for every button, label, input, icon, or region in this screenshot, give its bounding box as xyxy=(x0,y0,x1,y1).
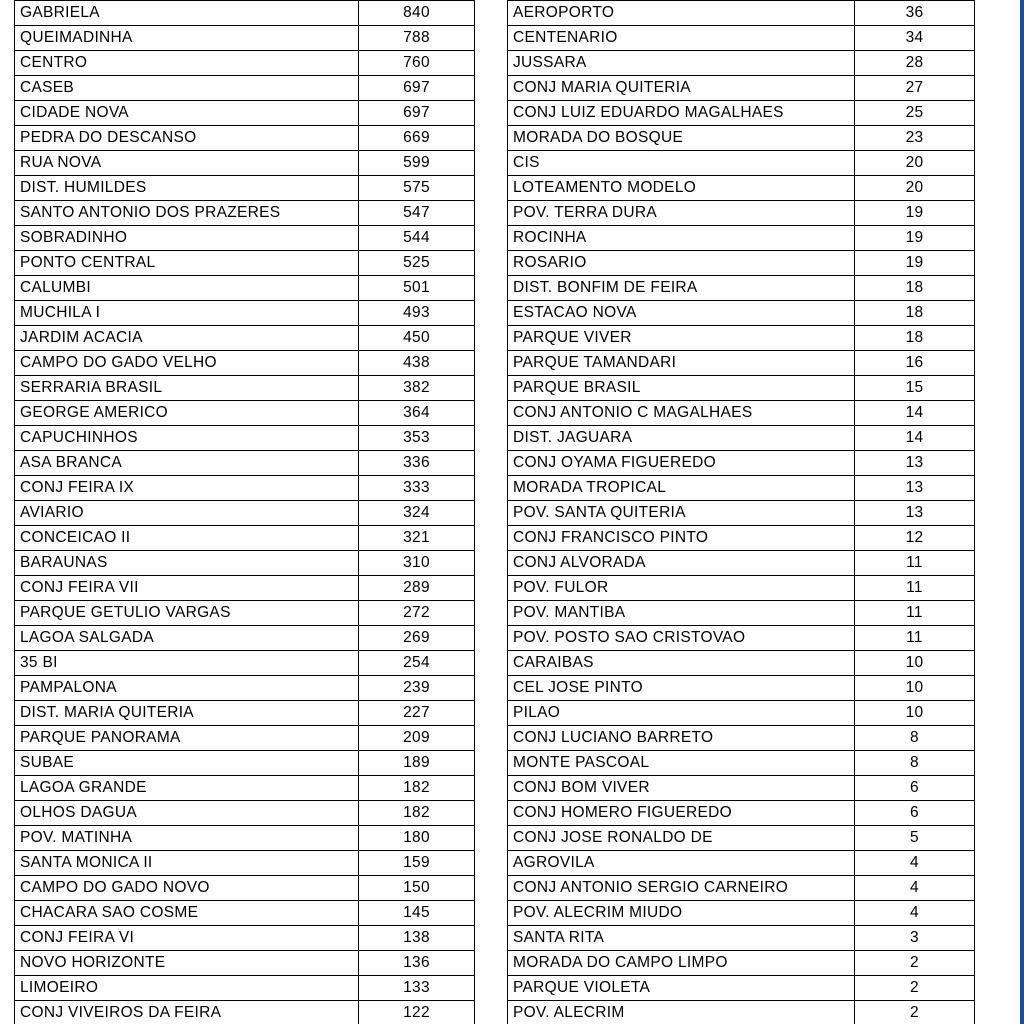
table-row xyxy=(508,801,975,826)
cell-count-value: 364 xyxy=(359,401,475,426)
cell-neighborhood-name: CONJ ALVORADA xyxy=(508,551,855,576)
cell-count-value: 133 xyxy=(359,976,475,1001)
cell-count-value: 382 xyxy=(359,376,475,401)
cell-count-value: 2 xyxy=(855,951,975,976)
cell-count-value: 310 xyxy=(359,551,475,576)
cell-neighborhood-name: SANTA MONICA II xyxy=(15,851,359,876)
table-row xyxy=(15,551,475,576)
table-row xyxy=(508,1,975,26)
table-row xyxy=(15,726,475,751)
cell-count-value: 15 xyxy=(855,376,975,401)
cell-count-value: 180 xyxy=(359,826,475,851)
table-row xyxy=(508,26,975,51)
cell-count-value: 6 xyxy=(855,801,975,826)
table-row xyxy=(508,301,975,326)
cell-count-value: 18 xyxy=(855,326,975,351)
cell-neighborhood-name: CONJ LUIZ EDUARDO MAGALHAES xyxy=(508,101,855,126)
table-row xyxy=(15,451,475,476)
table-row xyxy=(15,901,475,926)
cell-neighborhood-name: MUCHILA I xyxy=(15,301,359,326)
table-row xyxy=(508,476,975,501)
cell-neighborhood-name: PARQUE VIVER xyxy=(508,326,855,351)
cell-neighborhood-name: DIST. BONFIM DE FEIRA xyxy=(508,276,855,301)
table-row xyxy=(15,676,475,701)
cell-count-value: 19 xyxy=(855,226,975,251)
cell-neighborhood-name: CONJ JOSE RONALDO DE xyxy=(508,826,855,851)
cell-neighborhood-name: MONTE PASCOAL xyxy=(508,751,855,776)
cell-neighborhood-name: POV. FULOR xyxy=(508,576,855,601)
cell-count-value: 14 xyxy=(855,401,975,426)
table-row xyxy=(15,801,475,826)
cell-count-value: 23 xyxy=(855,126,975,151)
cell-count-value: 18 xyxy=(855,301,975,326)
cell-count-value: 189 xyxy=(359,751,475,776)
table-row xyxy=(508,451,975,476)
table-row xyxy=(508,926,975,951)
cell-count-value: 525 xyxy=(359,251,475,276)
cell-count-value: 239 xyxy=(359,676,475,701)
cell-neighborhood-name: DIST. MARIA QUITERIA xyxy=(15,701,359,726)
table-row xyxy=(15,926,475,951)
cell-neighborhood-name: CEL JOSE PINTO xyxy=(508,676,855,701)
table-row xyxy=(508,151,975,176)
cell-neighborhood-name: CONJ LUCIANO BARRETO xyxy=(508,726,855,751)
cell-neighborhood-name: CONJ FEIRA VI xyxy=(15,926,359,951)
cell-neighborhood-name: SANTO ANTONIO DOS PRAZERES xyxy=(15,201,359,226)
cell-neighborhood-name: CARAIBAS xyxy=(508,651,855,676)
cell-neighborhood-name: NOVO HORIZONTE xyxy=(15,951,359,976)
table-row xyxy=(15,376,475,401)
table-row xyxy=(508,226,975,251)
table-row xyxy=(15,251,475,276)
cell-neighborhood-name: OLHOS DAGUA xyxy=(15,801,359,826)
cell-neighborhood-name: ASA BRANCA xyxy=(15,451,359,476)
table-row xyxy=(508,251,975,276)
cell-neighborhood-name: ROCINHA xyxy=(508,226,855,251)
cell-neighborhood-name: RUA NOVA xyxy=(15,151,359,176)
right-data-table xyxy=(507,0,975,1024)
cell-neighborhood-name: SANTA RITA xyxy=(508,926,855,951)
cell-neighborhood-name: QUEIMADINHA xyxy=(15,26,359,51)
table-row xyxy=(15,301,475,326)
page-border-rule xyxy=(1020,0,1024,1024)
cell-neighborhood-name: MORADA DO CAMPO LIMPO xyxy=(508,951,855,976)
table-row xyxy=(508,701,975,726)
cell-count-value: 28 xyxy=(855,51,975,76)
cell-count-value: 501 xyxy=(359,276,475,301)
table-row xyxy=(508,426,975,451)
table-row xyxy=(15,876,475,901)
cell-count-value: 13 xyxy=(855,451,975,476)
cell-count-value: 2 xyxy=(855,976,975,1001)
cell-count-value: 669 xyxy=(359,126,475,151)
table-row xyxy=(15,776,475,801)
cell-count-value: 4 xyxy=(855,901,975,926)
cell-count-value: 18 xyxy=(855,276,975,301)
table-row xyxy=(15,526,475,551)
cell-neighborhood-name: POV. ALECRIM MIUDO xyxy=(508,901,855,926)
cell-neighborhood-name: CAMPO DO GADO VELHO xyxy=(15,351,359,376)
cell-count-value: 324 xyxy=(359,501,475,526)
table-row xyxy=(508,126,975,151)
cell-count-value: 11 xyxy=(855,601,975,626)
cell-count-value: 438 xyxy=(359,351,475,376)
table-row xyxy=(15,651,475,676)
cell-neighborhood-name: SOBRADINHO xyxy=(15,226,359,251)
table-row xyxy=(508,101,975,126)
left-data-table xyxy=(14,0,475,1024)
cell-neighborhood-name: ESTACAO NOVA xyxy=(508,301,855,326)
cell-neighborhood-name: JARDIM ACACIA xyxy=(15,326,359,351)
cell-neighborhood-name: PARQUE VIOLETA xyxy=(508,976,855,1001)
left-table-body xyxy=(15,1,475,1024)
cell-count-value: 333 xyxy=(359,476,475,501)
cell-neighborhood-name: POV. POSTO SAO CRISTOVAO xyxy=(508,626,855,651)
cell-neighborhood-name: MORADA TROPICAL xyxy=(508,476,855,501)
cell-count-value: 450 xyxy=(359,326,475,351)
table-row xyxy=(508,51,975,76)
table-row xyxy=(15,851,475,876)
cell-neighborhood-name: CHACARA SAO COSME xyxy=(15,901,359,926)
table-row xyxy=(508,651,975,676)
table-row xyxy=(508,851,975,876)
cell-count-value: 599 xyxy=(359,151,475,176)
cell-count-value: 760 xyxy=(359,51,475,76)
cell-count-value: 8 xyxy=(855,751,975,776)
cell-count-value: 13 xyxy=(855,476,975,501)
cell-count-value: 10 xyxy=(855,676,975,701)
cell-neighborhood-name: DIST. JAGUARA xyxy=(508,426,855,451)
right-table-body xyxy=(508,1,975,1024)
cell-count-value: 547 xyxy=(359,201,475,226)
cell-count-value: 840 xyxy=(359,1,475,26)
cell-neighborhood-name: CONCEICAO II xyxy=(15,526,359,551)
table-row xyxy=(508,626,975,651)
cell-count-value: 4 xyxy=(855,851,975,876)
cell-neighborhood-name: CENTRO xyxy=(15,51,359,76)
cell-count-value: 227 xyxy=(359,701,475,726)
table-row xyxy=(508,751,975,776)
table-row xyxy=(508,276,975,301)
cell-neighborhood-name: PEDRA DO DESCANSO xyxy=(15,126,359,151)
table-row xyxy=(508,876,975,901)
cell-count-value: 3 xyxy=(855,926,975,951)
cell-neighborhood-name: MORADA DO BOSQUE xyxy=(508,126,855,151)
table-row xyxy=(15,601,475,626)
table-row xyxy=(15,176,475,201)
cell-neighborhood-name: LAGOA GRANDE xyxy=(15,776,359,801)
cell-count-value: 254 xyxy=(359,651,475,676)
cell-neighborhood-name: LOTEAMENTO MODELO xyxy=(508,176,855,201)
cell-count-value: 19 xyxy=(855,251,975,276)
table-row xyxy=(15,476,475,501)
table-row xyxy=(508,501,975,526)
table-row xyxy=(15,1,475,26)
cell-count-value: 159 xyxy=(359,851,475,876)
cell-count-value: 272 xyxy=(359,601,475,626)
cell-count-value: 11 xyxy=(855,551,975,576)
table-row xyxy=(508,376,975,401)
cell-neighborhood-name: AVIARIO xyxy=(15,501,359,526)
table-row xyxy=(15,26,475,51)
table-row xyxy=(508,551,975,576)
cell-neighborhood-name: CONJ FRANCISCO PINTO xyxy=(508,526,855,551)
table-row xyxy=(508,826,975,851)
cell-neighborhood-name: PILAO xyxy=(508,701,855,726)
cell-neighborhood-name: PARQUE BRASIL xyxy=(508,376,855,401)
table-row xyxy=(15,351,475,376)
table-row xyxy=(15,976,475,1001)
cell-neighborhood-name: ROSARIO xyxy=(508,251,855,276)
table-row xyxy=(15,951,475,976)
cell-count-value: 122 xyxy=(359,1001,475,1024)
cell-neighborhood-name: LAGOA SALGADA xyxy=(15,626,359,651)
table-row xyxy=(15,151,475,176)
table-row xyxy=(508,1001,975,1024)
table-row xyxy=(15,576,475,601)
cell-neighborhood-name: POV. ALECRIM xyxy=(508,1001,855,1024)
cell-neighborhood-name: CONJ FEIRA IX xyxy=(15,476,359,501)
cell-neighborhood-name: LIMOEIRO xyxy=(15,976,359,1001)
cell-neighborhood-name: CIS xyxy=(508,151,855,176)
cell-count-value: 145 xyxy=(359,901,475,926)
cell-count-value: 697 xyxy=(359,76,475,101)
table-row xyxy=(15,276,475,301)
cell-neighborhood-name: CONJ VIVEIROS DA FEIRA xyxy=(15,1001,359,1024)
cell-neighborhood-name: CALUMBI xyxy=(15,276,359,301)
table-row xyxy=(508,201,975,226)
cell-count-value: 289 xyxy=(359,576,475,601)
cell-count-value: 36 xyxy=(855,1,975,26)
cell-neighborhood-name: POV. MANTIBA xyxy=(508,601,855,626)
table-row xyxy=(15,426,475,451)
table-row xyxy=(15,51,475,76)
table-row xyxy=(508,326,975,351)
cell-count-value: 269 xyxy=(359,626,475,651)
cell-count-value: 697 xyxy=(359,101,475,126)
cell-neighborhood-name: AEROPORTO xyxy=(508,1,855,26)
cell-neighborhood-name: CONJ BOM VIVER xyxy=(508,776,855,801)
cell-count-value: 182 xyxy=(359,776,475,801)
cell-neighborhood-name: PARQUE TAMANDARI xyxy=(508,351,855,376)
cell-count-value: 493 xyxy=(359,301,475,326)
cell-count-value: 11 xyxy=(855,626,975,651)
table-row xyxy=(15,401,475,426)
cell-neighborhood-name: POV. TERRA DURA xyxy=(508,201,855,226)
cell-neighborhood-name: PONTO CENTRAL xyxy=(15,251,359,276)
table-row xyxy=(15,126,475,151)
cell-neighborhood-name: POV. MATINHA xyxy=(15,826,359,851)
table-row xyxy=(508,401,975,426)
cell-neighborhood-name: PARQUE GETULIO VARGAS xyxy=(15,601,359,626)
cell-neighborhood-name: SUBAE xyxy=(15,751,359,776)
cell-neighborhood-name: CONJ ANTONIO SERGIO CARNEIRO xyxy=(508,876,855,901)
cell-neighborhood-name: JUSSARA xyxy=(508,51,855,76)
two-column-table-area xyxy=(14,0,975,1024)
table-row xyxy=(15,201,475,226)
cell-count-value: 8 xyxy=(855,726,975,751)
cell-count-value: 788 xyxy=(359,26,475,51)
cell-neighborhood-name: GABRIELA xyxy=(15,1,359,26)
cell-neighborhood-name: CONJ OYAMA FIGUEREDO xyxy=(508,451,855,476)
table-row xyxy=(15,101,475,126)
cell-neighborhood-name: DIST. HUMILDES xyxy=(15,176,359,201)
table-row xyxy=(508,176,975,201)
cell-count-value: 353 xyxy=(359,426,475,451)
cell-count-value: 20 xyxy=(855,151,975,176)
cell-count-value: 14 xyxy=(855,426,975,451)
table-row xyxy=(15,701,475,726)
cell-neighborhood-name: CONJ ANTONIO C MAGALHAES xyxy=(508,401,855,426)
cell-neighborhood-name: GEORGE AMERICO xyxy=(15,401,359,426)
cell-count-value: 10 xyxy=(855,701,975,726)
cell-count-value: 16 xyxy=(855,351,975,376)
cell-neighborhood-name: CONJ HOMERO FIGUEREDO xyxy=(508,801,855,826)
table-row xyxy=(15,501,475,526)
cell-count-value: 10 xyxy=(855,651,975,676)
cell-neighborhood-name: CAPUCHINHOS xyxy=(15,426,359,451)
cell-neighborhood-name: PARQUE PANORAMA xyxy=(15,726,359,751)
cell-count-value: 321 xyxy=(359,526,475,551)
table-row xyxy=(508,76,975,101)
cell-neighborhood-name: CENTENARIO xyxy=(508,26,855,51)
cell-count-value: 150 xyxy=(359,876,475,901)
cell-count-value: 25 xyxy=(855,101,975,126)
table-row xyxy=(15,1001,475,1024)
cell-neighborhood-name: PAMPALONA xyxy=(15,676,359,701)
cell-neighborhood-name: CONJ FEIRA VII xyxy=(15,576,359,601)
cell-count-value: 209 xyxy=(359,726,475,751)
cell-count-value: 4 xyxy=(855,876,975,901)
cell-neighborhood-name: AGROVILA xyxy=(508,851,855,876)
table-row xyxy=(508,976,975,1001)
cell-count-value: 2 xyxy=(855,1001,975,1024)
cell-count-value: 19 xyxy=(855,201,975,226)
cell-neighborhood-name: CONJ MARIA QUITERIA xyxy=(508,76,855,101)
table-row xyxy=(508,951,975,976)
table-row xyxy=(508,676,975,701)
table-row xyxy=(15,626,475,651)
cell-neighborhood-name: 35 BI xyxy=(15,651,359,676)
cell-neighborhood-name: CAMPO DO GADO NOVO xyxy=(15,876,359,901)
table-row xyxy=(508,526,975,551)
table-row xyxy=(508,576,975,601)
cell-neighborhood-name: POV. SANTA QUITERIA xyxy=(508,501,855,526)
cell-count-value: 182 xyxy=(359,801,475,826)
table-row xyxy=(15,326,475,351)
cell-neighborhood-name: CIDADE NOVA xyxy=(15,101,359,126)
cell-count-value: 336 xyxy=(359,451,475,476)
cell-neighborhood-name: BARAUNAS xyxy=(15,551,359,576)
table-row xyxy=(508,901,975,926)
cell-count-value: 136 xyxy=(359,951,475,976)
cell-count-value: 575 xyxy=(359,176,475,201)
cell-count-value: 27 xyxy=(855,76,975,101)
cell-count-value: 11 xyxy=(855,576,975,601)
cell-neighborhood-name: SERRARIA BRASIL xyxy=(15,376,359,401)
cell-count-value: 544 xyxy=(359,226,475,251)
cell-neighborhood-name: CASEB xyxy=(15,76,359,101)
table-row xyxy=(15,751,475,776)
table-row xyxy=(508,776,975,801)
cell-count-value: 13 xyxy=(855,501,975,526)
table-row xyxy=(15,826,475,851)
cell-count-value: 138 xyxy=(359,926,475,951)
cell-count-value: 34 xyxy=(855,26,975,51)
table-row xyxy=(508,601,975,626)
cell-count-value: 5 xyxy=(855,826,975,851)
cell-count-value: 6 xyxy=(855,776,975,801)
table-row xyxy=(508,351,975,376)
cell-count-value: 12 xyxy=(855,526,975,551)
table-row xyxy=(508,726,975,751)
table-row xyxy=(15,226,475,251)
cell-count-value: 20 xyxy=(855,176,975,201)
table-row xyxy=(15,76,475,101)
